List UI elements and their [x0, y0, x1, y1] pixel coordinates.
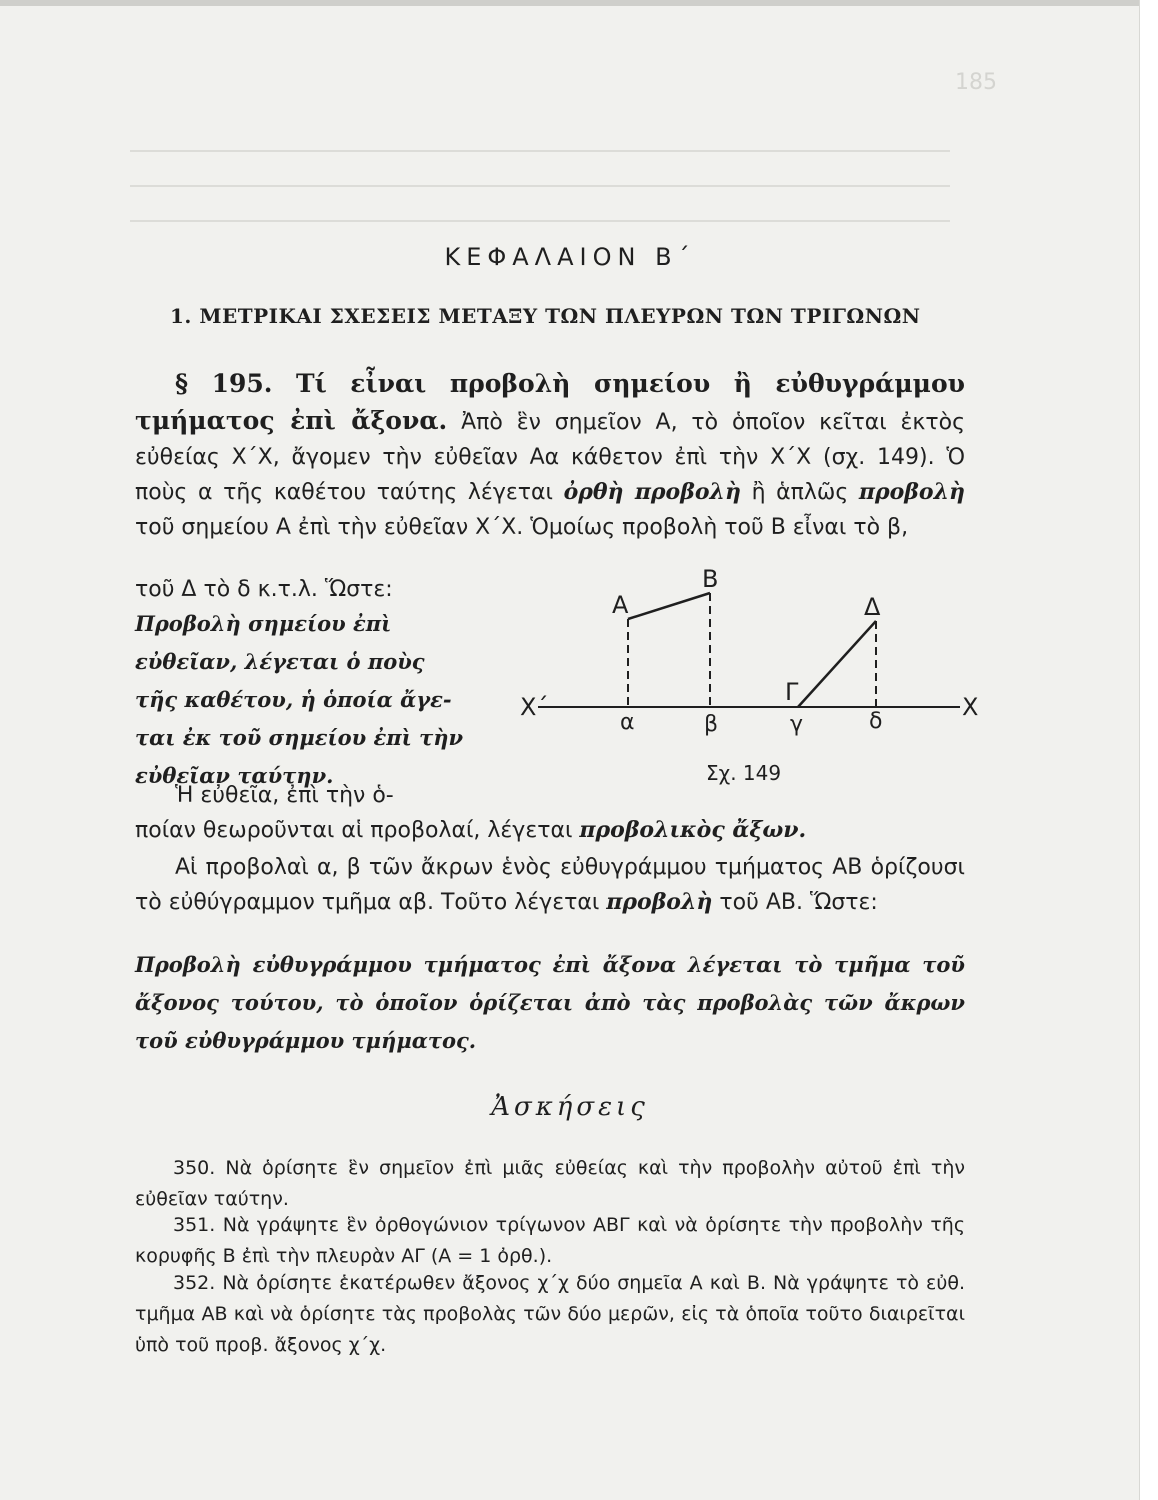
definition-line: εὐθεῖαν, λέγεται ὁ ποὺς	[135, 649, 425, 674]
term-provoli-segment: προβολὴ	[606, 889, 713, 915]
axis-definition-line1: Ἡ εὐθεῖα, ἐπὶ τὴν ὁ-	[175, 783, 394, 808]
label-x-prime: Χ΄	[520, 693, 549, 721]
segment-AB	[628, 593, 710, 619]
label-G: Γ	[785, 678, 799, 706]
figure-149	[520, 565, 990, 795]
bleed-through-line	[130, 220, 950, 222]
bleed-through-line	[130, 185, 950, 187]
bleed-through-page-number: 185	[955, 70, 997, 95]
paragraph-195	[135, 366, 965, 545]
exercise-352: 352. Νὰ ὁρίσητε ἑκατέρωθεν ἄξονος χ΄χ δύο σημεῖα Α καὶ Β. Νὰ γράψητε τὸ εὐθ. τμῆμα ΑΒ καὶ νὰ ὁρίσητε τὰς προβολὰς τῶν δύο μερῶν, εἰς τὰ ὁποῖα τοῦτο διαιρεῖται ὑπὸ τοῦ προβ. ἄξονος χ΄χ.	[135, 1272, 965, 1356]
definition-line: ται ἐκ τοῦ σημείου ἐπὶ τὴν	[135, 725, 464, 750]
label-x: Χ	[962, 693, 979, 721]
figure-caption: Σχ. 149	[706, 761, 782, 785]
bleed-through-line	[130, 150, 950, 152]
segment-definition-text: Προβολὴ εὐθυγράμμου τμήματος ἐπὶ ἄξονα λέγεται τὸ τμῆμα τοῦ ἄξονος τούτου, τὸ ὁποῖον ὁρίζεται ἀπὸ τὰς προβολὰς τῶν ἄκρων τοῦ εὐθυγράμμου τμήματος.	[135, 952, 965, 1053]
label-A: Α	[612, 591, 629, 619]
label-delta: δ	[869, 709, 883, 734]
paragraph-195-text-c: τοῦ σημείου Α ἐπὶ τὴν εὐθεῖαν Χ΄Χ. Ὁμοίως προβολὴ τοῦ Β εἶναι τὸ β,	[135, 515, 909, 540]
page-edge	[1139, 0, 1158, 1500]
top-rule	[0, 0, 1140, 6]
left-column-intro: τοῦ Δ τὸ δ κ.τ.λ. Ὥστε:	[135, 577, 393, 602]
label-B: Β	[702, 565, 719, 593]
segment-paragraph	[135, 850, 965, 920]
term-orthi-provoli: ὀρθὴ προβολὴ	[563, 479, 741, 505]
definition-line: εὐθεῖαν ταύτην.	[135, 763, 334, 788]
definition-line: τῆς καθέτου, ἡ ὁποία ἄγε-	[135, 687, 452, 712]
label-alpha: α	[620, 710, 635, 735]
axis-definition-text: ποίαν θεωροῦνται αἱ προβολαί, λέγεται	[135, 818, 580, 843]
exercises-heading: Ἀσκήσεις	[491, 1092, 649, 1122]
label-beta: β	[704, 712, 719, 737]
segment-projection-definition	[135, 946, 965, 1060]
paragraph-195-text-a: Ἀπὸ ἓν σημεῖον Α, τὸ ὁποῖον κεῖται ἐκτὸς εὐθείας Χ΄Χ, ἄγομεν τὴν εὐθεῖαν Αα κάθετον ἐπὶ τὴν Χ΄Χ (σχ. 149). Ὁ ποὺς α τῆς καθέτου ταύτης λέγεται	[135, 410, 965, 505]
label-gamma: γ	[790, 712, 804, 737]
definition-line: Προβολὴ σημείου ἐπὶ	[135, 611, 392, 636]
paragraph-195-heading: § 195. Τί εἶναι προβολὴ σημείου ἢ εὐθυγράμμου τμήματος ἐπὶ ἄξονα.	[135, 369, 965, 435]
segment-paragraph-end: τοῦ ΑΒ. Ὥστε:	[712, 890, 878, 915]
paragraph-195-text-b: ἢ ἁπλῶς	[740, 480, 859, 505]
segment-GD	[798, 621, 876, 707]
left-column	[135, 577, 515, 795]
point-projection-definition	[135, 605, 515, 795]
section-heading: 1. ΜΕΤΡΙΚΑΙ ΣΧΕΣΕΙΣ ΜΕΤΑΞΥ ΤΩΝ ΠΛΕΥΡΩΝ ΤΩΝ ΤΡΙΓΩΝΩΝ	[170, 304, 921, 328]
segment-paragraph-text: Αἱ προβολαὶ α, β τῶν ἄκρων ἑνὸς εὐθυγράμμου τμήματος ΑΒ ὁρίζουσι τὸ εὐθύγραμμον τμῆμα αβ. Τοῦτο λέγεται	[135, 855, 965, 915]
term-provolikos-axon: προβολικὸς ἄξων.	[579, 817, 807, 843]
exercise-351: 351. Νὰ γράψητε ἓν ὀρθογώνιον τρίγωνον ΑΒΓ καὶ νὰ ὁρίσητε τὴν προβολὴν τῆς κορυφῆς Β ἐπὶ τὴν πλευρὰν ΑΓ (Α = 1 ὀρθ.).	[135, 1214, 965, 1267]
label-D: Δ	[864, 593, 881, 621]
term-provoli: προβολὴ	[858, 479, 966, 505]
chapter-heading: ΚΕΦΑΛΑΙΟΝ Β΄	[444, 243, 696, 271]
axis-definition-line2	[135, 813, 965, 848]
exercise-350: 350. Νὰ ὁρίσητε ἓν σημεῖον ἐπὶ μιᾶς εὐθείας καὶ τὴν προβολὴν αὐτοῦ ἐπὶ τὴν εὐθεῖαν ταύτην.	[135, 1157, 965, 1210]
